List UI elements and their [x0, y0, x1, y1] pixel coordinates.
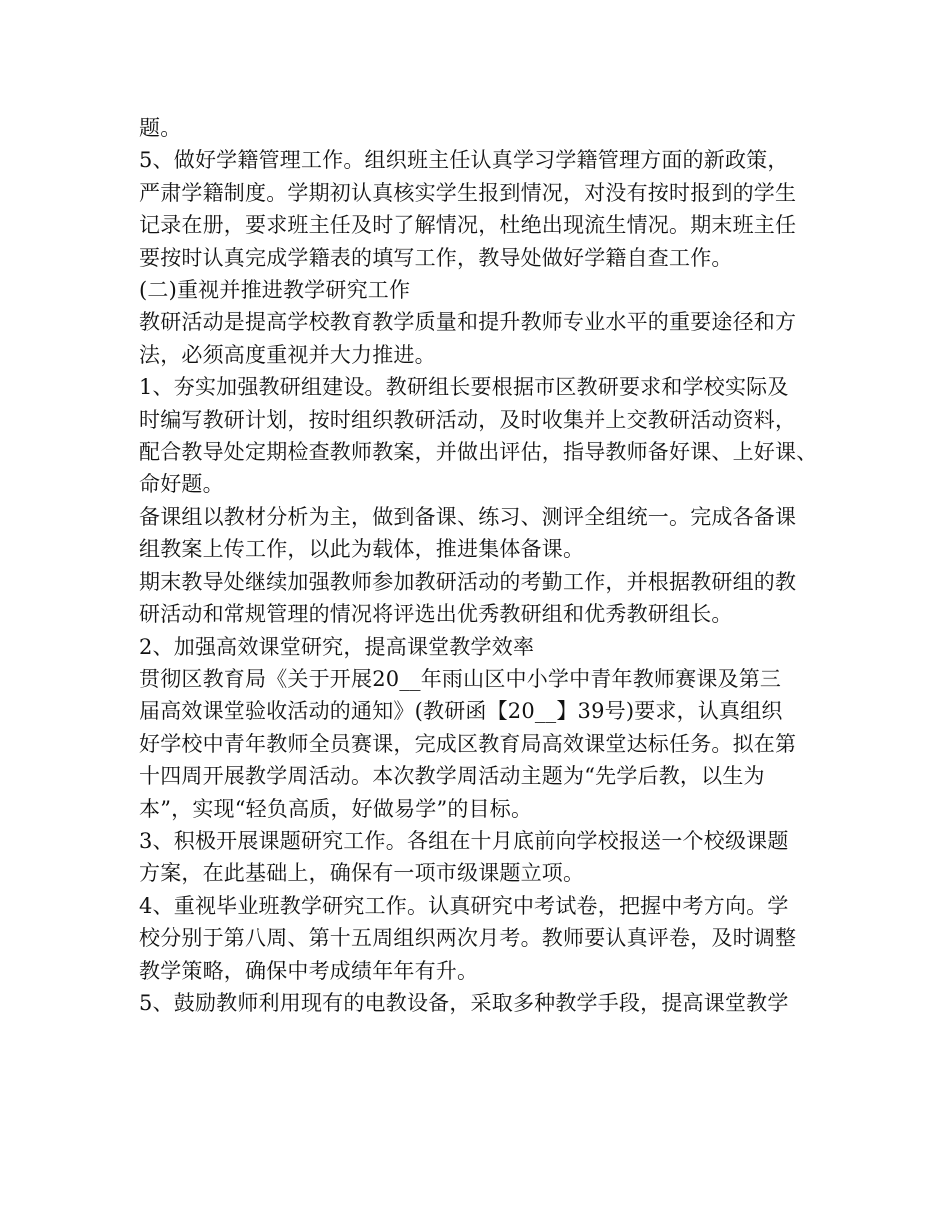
text-line: 研活动和常规管理的情况将评选出优秀教研组和优秀教研组长。: [139, 602, 733, 627]
text-line: 法，必须高度重视并大力推进。: [139, 342, 436, 367]
text-line: 题。: [139, 116, 182, 140]
text-line: 十四周开展教学周活动。本次教学周活动主题为“先学后教，以生为: [139, 764, 765, 789]
text-line: 届高效课堂验收活动的通知》(教研函【20__】39号)要求，认真组织: [139, 699, 783, 724]
text-line: 本”，实现“轻负高质，好做易学”的目标。: [139, 796, 533, 821]
text-line: 记录在册，要求班主任及时了解情况，杜绝出现流生情况。期末班主任: [139, 213, 797, 238]
text-line: 要按时认真完成学籍表的填写工作，教导处做好学籍自查工作。: [139, 245, 733, 270]
text-line: 3、积极开展课题研究工作。各组在十月底前向学校报送一个校级课题: [139, 828, 789, 853]
text-line: 贯彻区教育局《关于开展20__年雨山区中小学中青年教师赛课及第三: [139, 666, 782, 691]
text-line: 4、重视毕业班教学研究工作。认真研究中考试卷，把握中考方向。学: [139, 893, 789, 918]
text-line: 校分别于第八周、第十五周组织两次月考。教师要认真评卷，及时调整: [139, 926, 797, 951]
text-line: 教学策略，确保中考成绩年年有升。: [139, 958, 479, 983]
text-line: 5、鼓励教师利用现有的电教设备，采取多种教学手段，提高课堂教学: [139, 990, 789, 1015]
text-line: 备课组以教材分析为主，做到备课、练习、测评全组统一。完成各备课: [139, 504, 797, 529]
text-line: 2、加强高效课堂研究，提高课堂教学效率: [139, 634, 535, 659]
text-line: 方案，在此基础上，确保有一项市级课题立项。: [139, 861, 585, 886]
text-line: 时编写教研计划，按时组织教研活动，及时收集并上交教研活动资料，: [139, 407, 797, 432]
text-line: 期末教导处继续加强教师参加教研活动的考勤工作，并根据教研组的教: [139, 569, 797, 594]
section-heading: (二)重视并推进教学研究工作: [139, 278, 411, 303]
text-line: 配合教导处定期检查教师教案，并做出评估，指导教师备好课、上好课、: [139, 440, 818, 465]
text-line: 5、做好学籍管理工作。组织班主任认真学习学籍管理方面的新政策，: [139, 148, 789, 173]
text-line: 严肃学籍制度。学期初认真核实学生报到情况，对没有按时报到的学生: [139, 180, 797, 205]
text-line: 1、夯实加强教研组建设。教研组长要根据市区教研要求和学校实际及: [139, 375, 789, 400]
text-line: 好学校中青年教师全员赛课，完成区教育局高效课堂达标任务。拟在第: [139, 731, 797, 756]
text-line: 组教案上传工作，以此为载体，推进集体备课。: [139, 537, 585, 562]
document-body: [139, 112, 839, 1019]
text-line: 命好题。: [139, 472, 224, 497]
text-line: 教研活动是提高学校教育教学质量和提升教师专业水平的重要途径和方: [139, 310, 797, 335]
